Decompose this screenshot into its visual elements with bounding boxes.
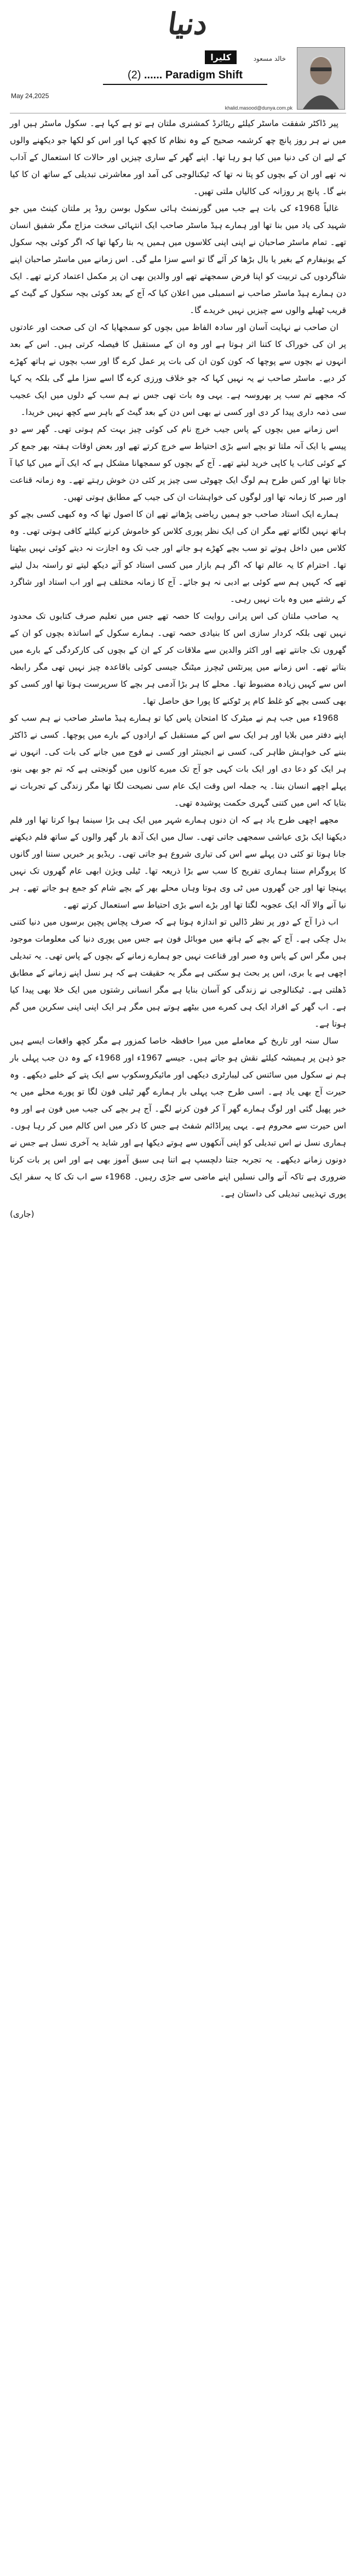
- column-title-text: Paradigm Shift: [165, 69, 243, 81]
- article-paragraph: یہ صاحب ملتان کی اس پرانی روایت کا حصہ تھے جس میں تعلیم صرف کتابوں تک محدود نہیں تھی بلکہ کردار سازی اس کا بنیادی حصہ تھی۔ ہمارے سکول کے اساتذہ بچوں کو ان کے گھروں تک جانتے تھے اور اکثر والدین سے ملاقات کر کے ان کے بچوں کی کارکردگی کے بارے میں بتاتے تھے۔ اس زمانے میں پیرنٹس ٹیچرز میٹنگ جیسی کوئی باقاعدہ چیز نہیں تھی مگر رابطہ اس سے کہیں زیادہ مضبوط تھا۔ محلے کا ہر بڑا آدمی ہر بچے کا سرپرست ہوتا تھا اور کسی کو بھی کسی بچے کو غلط کام پر ٹوکنے کا پورا حق حاصل تھا۔: [10, 611, 346, 706]
- author-name: خالد مسعود: [253, 55, 286, 62]
- column-title: [103, 69, 267, 85]
- author-email: khalid.masood@dunya.com.pk: [225, 105, 292, 111]
- article-paragraph: 1968ء میں جب ہم نے میٹرک کا امتحان پاس کیا تو ہمارے ہیڈ ماسٹر صاحب نے ہم سب کو اپنے دفتر میں بلایا اور ہر ایک سے اس کے مستقبل کے ارادوں کے بارے میں پوچھا۔ کسی نے ڈاکٹر بننے کی خواہش ظاہر کی، کسی نے انجینئر اور کسی نے فوج میں جانے کی بات کی۔ انہوں نے ہر ایک کو دعا دی اور ایک بات کہی جو آج تک میرے کانوں میں گونجتی ہے کہ تم جو بھی بنو، پہلے اچھے انسان بننا۔ یہ جملہ اس وقت ایک عام سی نصیحت لگا تھا مگر زندگی کے تجربات نے بتایا کہ اس میں کتنی گہری حکمت پوشیدہ تھی۔: [10, 713, 346, 808]
- logo-text: دنیا: [165, 6, 210, 41]
- article-paragraph: مجھے اچھی طرح یاد ہے کہ ان دنوں ہمارے شہر میں ایک ہی بڑا سینما ہوا کرتا تھا اور فلم دیکھنا ایک بڑی عیاشی سمجھی جاتی تھی۔ سال میں ایک آدھ بار گھر والوں کے ساتھ فلم دیکھنے جانا ہوتا تو کئی دن پہلے سے اس کی تیاری شروع ہو جاتی تھی۔ ریڈیو پر خبریں سننا اور گانوں کا پروگرام سننا ہماری تفریح کا سب سے بڑا ذریعہ تھا۔ ٹیلی ویژن ابھی عام گھروں تک نہیں پہنچا تھا اور جن گھروں میں ٹی وی ہوتا وہاں محلے بھر کے بچے شام کو جمع ہو جاتے تھے۔ ہر نیا آنے والا آلہ ایک عجوبہ لگتا تھا اور بڑے اسے بڑی احتیاط سے استعمال کرتے تھے۔: [10, 815, 346, 910]
- author-photo: [297, 47, 345, 110]
- part-label: (2): [127, 69, 141, 81]
- article-paragraph: ان صاحب نے نہایت آسان اور سادہ الفاظ میں بچوں کو سمجھایا کہ ان کی صحت اور عادتوں پر ان کی خوراک کا کتنا اثر ہوتا ہے اور وہ ان کے مستقبل کا فیصلہ کرتی ہیں۔ اس کے بعد انہوں نے بچوں سے پوچھا کہ کون کون ان کی بات پر عمل کرے گا اور سب بچوں نے ہاتھ کھڑے کر دیے۔ ماسٹر صاحب نے یہ نہیں کہا کہ جو خلاف ورزی کرے گا اسے سزا ملے گی بلکہ یہ کہا کہ مجھے تم سب پر بھروسہ ہے۔ یہی وہ بات تھی جس نے ہم سب کے دلوں میں ایک عجیب سی ذمہ داری پیدا کر دی اور کسی نے بھی اس دن کے بعد گیٹ کے باہر سے کچھ نہیں خریدا۔: [10, 322, 346, 417]
- continued-marker: (جاری): [10, 1209, 35, 1219]
- column-title-separator: ......: [143, 69, 163, 81]
- article-paragraph: پیر ڈاکٹر شفقت ماسٹر کیلئے ریٹائرڈ کمشنری ملتان ہے تو ہے کہا ہے۔ سکول ماسٹر ہیں اور میں نے ہر روز پانچ چھ کرشمہ صحیح کے وہ نظام کا کچھ کہا اور اس کو لکھا جو دیکھنے والوں کے لیے ان کی دنیا میں کیا ہو رہا تھا۔ اپنے گھر کے ساری چیزیں اور حالات کا استعمال کے آداب نہ تھے اور ان کے بچوں کو پتا نہ تھا کہ ٹیکنالوجی کی آمد اور معاشرتی تبدیلی کے ساتھ ان کا کیا بنے گا۔ پانچ پر روزانہ کی کالیاں ملتی تھیں۔: [10, 118, 346, 196]
- publish-date: May 24,2025: [11, 92, 49, 100]
- article-paragraph: اب ذرا آج کے دور پر نظر ڈالیں تو اندازہ ہوتا ہے کہ صرف پچاس پچپن برسوں میں دنیا کتنی بدل چکی ہے۔ آج کے بچے کے ہاتھ میں موبائل فون ہے جس میں پوری دنیا کی معلومات موجود ہیں مگر اس کے پاس وہ صبر اور قناعت نہیں جو ہمارے زمانے کے بچوں کے پاس تھی۔ یہ تبدیلی اچھی ہے یا بری، اس پر بحث ہو سکتی ہے مگر یہ حقیقت ہے کہ ہر نسل اپنے زمانے کے مطابق ڈھلتی ہے۔ ٹیکنالوجی نے زندگی کو آسان بنایا ہے مگر انسانی رشتوں میں ایک خلا بھی پیدا کیا ہے۔ اب گھر کے افراد ایک ہی کمرے میں بیٹھے ہوتے ہیں مگر ہر ایک اپنی اپنی سکرین میں گم ہوتا ہے۔: [10, 917, 346, 1029]
- article-paragraph: سال سنہ اور تاریخ کے معاملے میں میرا حافظہ خاصا کمزور ہے مگر کچھ واقعات ایسے ہیں جو ذہن پر ہمیشہ کیلئے نقش ہو جاتے ہیں۔ جیسے 1967ء اور 1968ء کے وہ دن جب پہلی بار ہم نے سکول میں سائنس کی لیبارٹری دیکھی اور مائیکروسکوپ سے ایک پتے کے خلیے دیکھے۔ وہ حیرت آج بھی یاد ہے۔ اسی طرح جب پہلی بار ہمارے گھر ٹیلی فون لگا تو پورے محلے میں یہ خبر پھیل گئی اور لوگ ہمارے گھر آ کر فون کرنے لگے۔ آج ہر بچے کی جیب میں فون ہے اور وہ اس حیرت سے محروم ہے۔ یہی پیراڈائم شفٹ ہے جس کا ذکر میں اس کالم میں کر رہا ہوں۔ ہماری نسل نے اس تبدیلی کو اپنی آنکھوں سے ہوتے دیکھا ہے اور شاید یہ آخری نسل ہے جس نے دونوں زمانے دیکھے۔ یہ تجربہ جتنا دلچسپ ہے اتنا ہی سبق آموز بھی ہے اور اس پر بات کرنا ضروری ہے تاکہ آنے والی نسلیں اپنے ماضی سے جڑی رہیں۔ 1968ء سے اب تک کا یہ سفر ایک پوری تہذیبی تبدیلی کی داستان ہے۔: [10, 1036, 347, 1199]
- author-portrait-icon: [297, 48, 344, 109]
- article-body: [10, 115, 346, 1223]
- column-label: کلیرا: [205, 50, 237, 64]
- article-paragraph: ہمارے ایک استاد صاحب جو ہمیں ریاضی پڑھاتے تھے ان کا اصول تھا کہ وہ کبھی کسی بچے کو ہاتھ نہیں لگاتے تھے مگر ان کی ایک نظر پوری کلاس کو خاموش کرنے کیلئے کافی ہوتی تھی۔ وہ کلاس میں داخل ہوتے تو سب بچے کھڑے ہو جاتے اور جب تک وہ اجازت نہ دیتے کوئی نہیں بیٹھتا تھا۔ احترام کا یہ عالم تھا کہ اگر ہم بازار میں کسی استاد کو آتے دیکھ لیتے تو راستہ بدل لیتے تھے کہ کہیں ہم سے کوئی بے ادبی نہ ہو جائے۔ آج کا زمانہ مختلف ہے اور اب استاد اور شاگرد کے رشتے میں وہ بات نہیں رہی۔: [10, 509, 346, 604]
- article-paragraph: اس زمانے میں بچوں کے پاس جیب خرچ نام کی کوئی چیز بہت کم ہوتی تھی۔ گھر سے دو پیسے یا ایک آنہ ملتا تو بچے اسے بڑی احتیاط سے خرچ کرتے تھے اور بعض اوقات ہفتہ بھر جمع کر کے کوئی کتاب یا کاپی خرید لیتے تھے۔ آج کے بچوں کو سمجھانا مشکل ہے کہ ایک آنے میں کیا کیا آ جاتا تھا اور کس طرح ہم لوگ ایک چھوٹی سی چیز پر کئی دن خوش رہتے تھے۔ وہ زمانہ قناعت اور صبر کا زمانہ تھا اور لوگوں کی خواہشات ان کی جیب کے مطابق ہوتی تھیں۔: [10, 424, 346, 502]
- article-paragraph: غالباً 1968ء کی بات ہے جب میں گورنمنٹ ہائی سکول بوسن روڈ پر ملتان کینٹ میں جو شہید کی یاد میں بنا تھا اور ہمارے ہیڈ ماسٹر صاحب ایک انتہائی سخت مزاج مگر شفیق انسان تھے۔ تمام ماسٹر صاحبان نے اپنی اپنی کلاسوں میں ہمیں یہ بتا رکھا تھا کہ اگر کوئی بچہ سکول کے یونیفارم کے بغیر یا بال بڑھا کر آئے گا تو اسے سزا ملے گی۔ اس زمانے میں ماسٹر صاحبان اپنے شاگردوں کی تربیت کو اپنا فرض سمجھتے تھے اور والدین بھی ان پر مکمل اعتماد کرتے تھے۔ ایک دن ہمارے ہیڈ ماسٹر صاحب نے اسمبلی میں اعلان کیا کہ آج کے بعد کوئی بچہ سکول کے گیٹ کے قریب ٹھیلے والوں سے چیزیں نہیں خریدے گا۔: [10, 203, 346, 315]
- masthead: [10, 0, 346, 115]
- newspaper-logo: [139, 4, 237, 43]
